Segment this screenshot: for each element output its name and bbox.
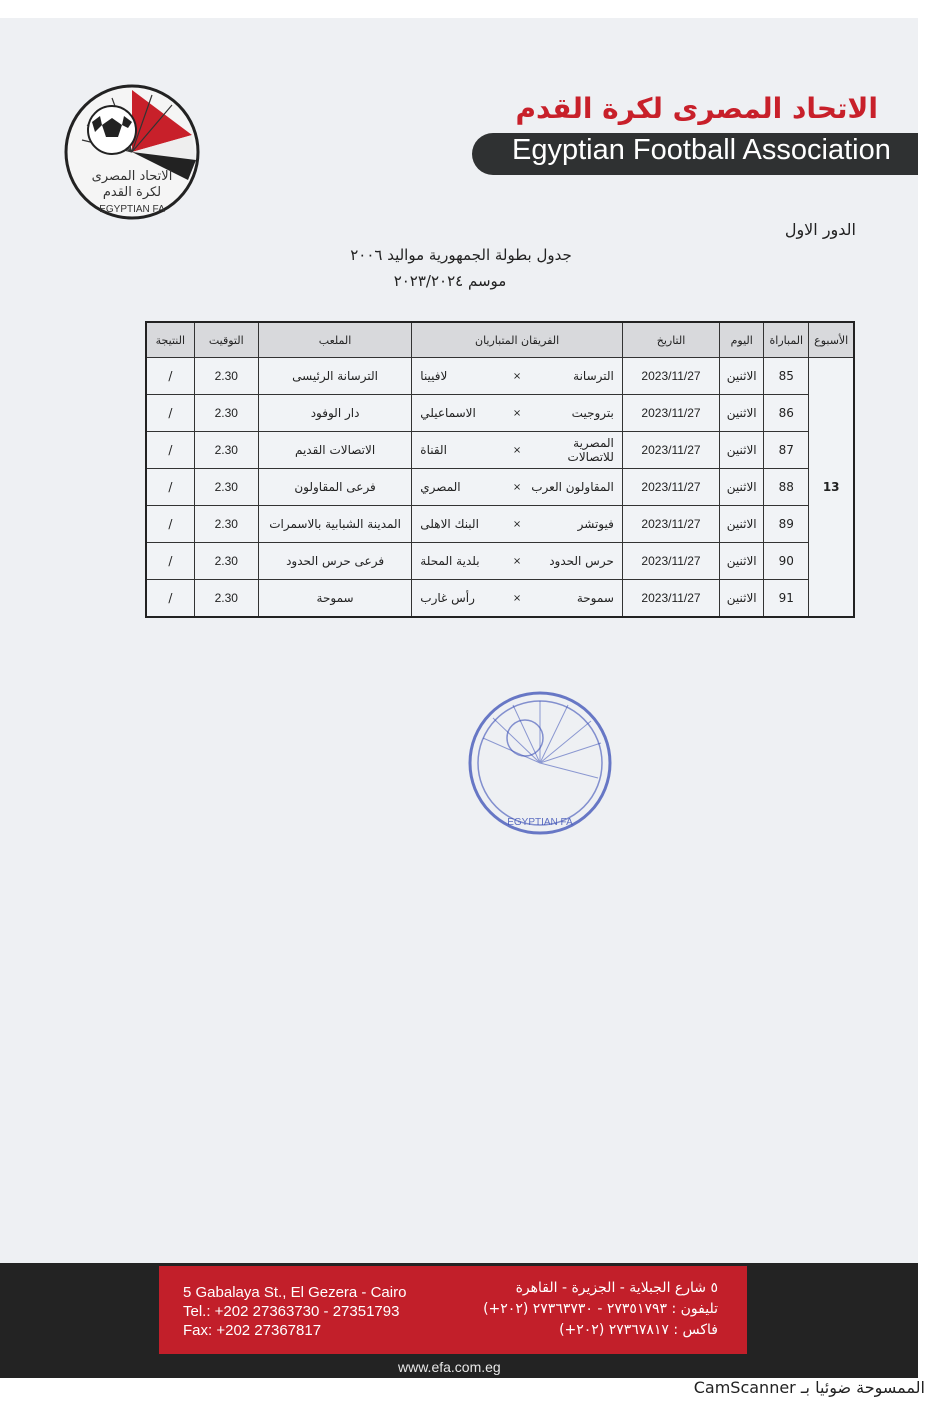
match-venue: الترسانة الرئيسى	[258, 358, 411, 395]
home-team: بتروجيت	[571, 406, 614, 420]
match-time: 2.30	[194, 469, 258, 506]
header-date: التاريخ	[622, 322, 719, 358]
match-time: 2.30	[194, 506, 258, 543]
home-team: سموحة	[576, 591, 614, 605]
federation-title-english: Egyptian Football Association	[512, 134, 891, 166]
week-number: 13	[809, 358, 854, 618]
home-team: الترسانة	[573, 369, 614, 383]
match-result: /	[146, 543, 194, 580]
match-venue: سموحة	[258, 580, 411, 618]
logo-text-en: EGYPTIAN FA	[99, 204, 165, 215]
address-en-line-1: 5 Gabalaya St., El Gezera - Cairo	[183, 1284, 407, 1301]
match-schedule-table	[145, 321, 855, 618]
match-day: الاثنين	[720, 543, 764, 580]
match-result: /	[146, 358, 194, 395]
address-en-line-3: Fax: +202 27367817	[183, 1322, 322, 1339]
match-venue: فرعى حرس الحدود	[258, 543, 411, 580]
match-day: الاثنين	[720, 506, 764, 543]
match-teams	[412, 580, 623, 618]
match-date: 2023/11/27	[622, 580, 719, 618]
match-day: الاثنين	[720, 432, 764, 469]
header-week: الأسبوع	[809, 322, 854, 358]
match-time: 2.30	[194, 580, 258, 618]
website-link[interactable]: www.efa.com.eg	[398, 1359, 501, 1375]
header-match: المباراة	[764, 322, 809, 358]
round-label: الدور الاول	[784, 220, 856, 239]
match-result: /	[146, 432, 194, 469]
table-row	[146, 543, 854, 580]
camscanner-label: الممسوحة ضوئيا بـ CamScanner	[693, 1378, 925, 1397]
header-result: النتيجة	[146, 322, 194, 358]
table-row	[146, 395, 854, 432]
match-teams	[412, 469, 623, 506]
match-result: /	[146, 580, 194, 618]
address-ar-line-1: ٥ شارع الجبلاية - الجزيرة - القاهرة	[515, 1280, 718, 1296]
home-team: المقاولون العرب	[531, 480, 614, 494]
season-label: موسم ٢٠٢٣/٢٠٢٤	[393, 272, 507, 290]
away-team: بلدية المحلة	[420, 554, 480, 568]
table-row	[146, 358, 854, 395]
official-stamp	[463, 683, 617, 843]
match-time: 2.30	[194, 358, 258, 395]
address-english	[183, 1283, 406, 1340]
match-number: 85	[764, 358, 809, 395]
match-day: الاثنين	[720, 358, 764, 395]
header-teams: الفريقان المتباريان	[412, 322, 623, 358]
home-team: حرس الحدود	[549, 554, 614, 568]
match-teams	[412, 395, 623, 432]
match-time: 2.30	[194, 395, 258, 432]
match-venue: المدينة الشبابية بالاسمرات	[258, 506, 411, 543]
away-team: الاسماعيلي	[420, 406, 476, 420]
match-teams	[412, 543, 623, 580]
table-row	[146, 506, 854, 543]
match-day: الاثنين	[720, 469, 764, 506]
address-en-line-2: Tel.: +202 27363730 - 27351793	[183, 1303, 400, 1320]
match-day: الاثنين	[720, 395, 764, 432]
address-ar-line-2: تليفون : ٢٧٣٥١٧٩٣ - ٢٧٣٦٣٧٣٠ (٢٠٢+)	[483, 1301, 718, 1317]
logo-text-ar-2: لكرة القدم	[102, 185, 162, 200]
efa-logo	[62, 80, 202, 228]
vs-mark: ×	[512, 481, 522, 493]
away-team: لافيينا	[420, 369, 448, 383]
match-teams	[412, 358, 623, 395]
header-venue: الملعب	[258, 322, 411, 358]
header-time: التوقيت	[194, 322, 258, 358]
match-date: 2023/11/27	[622, 469, 719, 506]
match-number: 88	[764, 469, 809, 506]
match-number: 90	[764, 543, 809, 580]
match-time: 2.30	[194, 543, 258, 580]
federation-title-arabic: الاتحاد المصرى لكرة القدم	[515, 92, 878, 125]
match-date: 2023/11/27	[622, 543, 719, 580]
logo-text-ar-1: الاتحاد المصرى	[91, 169, 173, 184]
match-number: 91	[764, 580, 809, 618]
vs-mark: ×	[512, 444, 522, 456]
vs-mark: ×	[512, 592, 522, 604]
match-teams	[412, 432, 623, 469]
table-header-row	[146, 322, 854, 358]
match-result: /	[146, 506, 194, 543]
match-time: 2.30	[194, 432, 258, 469]
match-date: 2023/11/27	[622, 395, 719, 432]
match-teams	[412, 506, 623, 543]
table-row	[146, 432, 854, 469]
away-team: المصري	[420, 480, 461, 494]
match-venue: دار الوفود	[258, 395, 411, 432]
schedule-title: جدول بطولة الجمهورية مواليد ٢٠٠٦	[350, 246, 572, 264]
table-row	[146, 580, 854, 618]
match-number: 89	[764, 506, 809, 543]
match-number: 86	[764, 395, 809, 432]
header-day: اليوم	[720, 322, 764, 358]
table-row	[146, 469, 854, 506]
match-result: /	[146, 469, 194, 506]
stamp-text: EGYPTIAN FA	[507, 817, 573, 828]
scanned-page	[0, 18, 918, 1378]
home-team: فيوتشر	[577, 517, 614, 531]
vs-mark: ×	[512, 518, 522, 530]
address-ar-line-3: فاكس : ٢٧٣٦٧٨١٧ (٢٠٢+)	[559, 1322, 718, 1338]
match-number: 87	[764, 432, 809, 469]
address-arabic	[483, 1278, 718, 1341]
match-venue: الاتصالات القديم	[258, 432, 411, 469]
away-team: البنك الاهلى	[420, 517, 479, 531]
vs-mark: ×	[512, 555, 522, 567]
match-venue: فرعى المقاولون	[258, 469, 411, 506]
match-result: /	[146, 395, 194, 432]
away-team: القناة	[420, 443, 447, 457]
vs-mark: ×	[512, 407, 522, 419]
away-team: رأس غارب	[420, 591, 475, 605]
vs-mark: ×	[512, 370, 522, 382]
match-date: 2023/11/27	[622, 432, 719, 469]
page-edge	[918, 18, 931, 1378]
home-team: المصرية للاتصالات	[567, 436, 614, 464]
match-date: 2023/11/27	[622, 506, 719, 543]
match-date: 2023/11/27	[622, 358, 719, 395]
stamp-color	[470, 693, 610, 833]
match-day: الاثنين	[720, 580, 764, 618]
